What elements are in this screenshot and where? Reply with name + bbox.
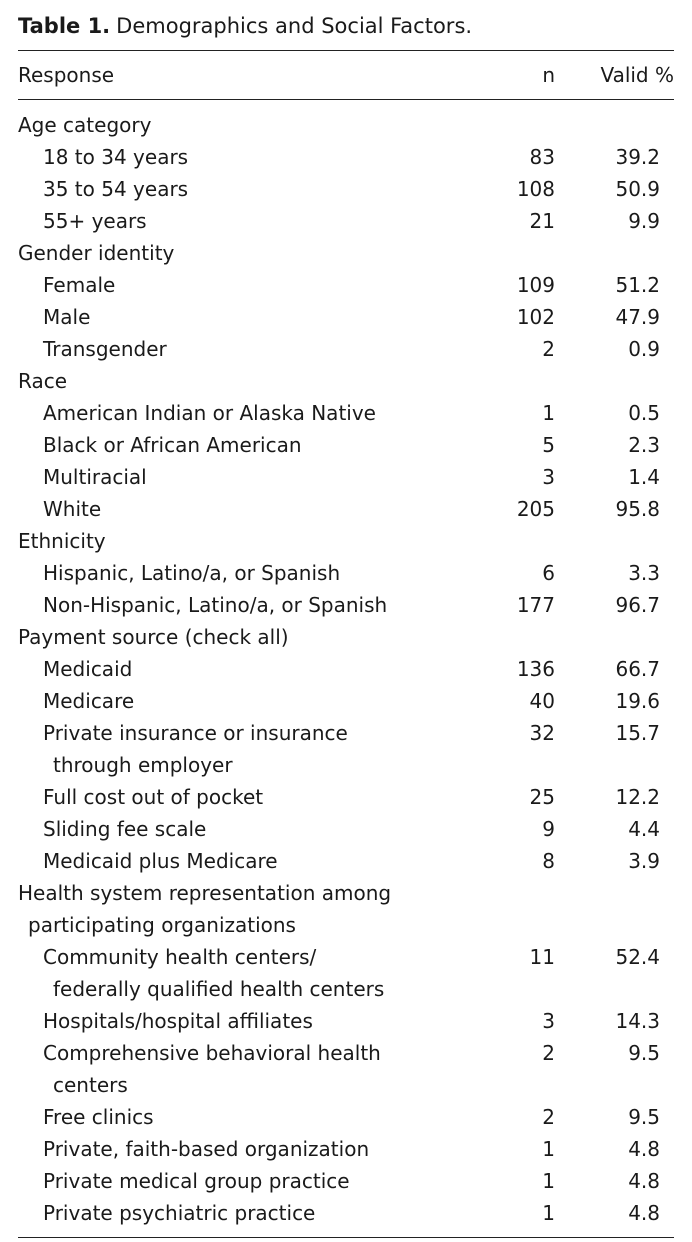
table-header	[18, 51, 674, 100]
row-response-text: Medicaid	[43, 657, 133, 681]
row-n: 3	[542, 1009, 555, 1033]
table-row	[18, 717, 674, 781]
row-response-text: Transgender	[43, 337, 167, 361]
row-valid-pct: 1.4	[628, 465, 660, 489]
row-valid-pct: 9.9	[628, 209, 660, 233]
table-row	[18, 653, 674, 685]
row-response-continuation: centers	[53, 1073, 128, 1097]
table-row	[18, 1133, 674, 1165]
category-row	[18, 237, 674, 269]
table-row	[18, 685, 674, 717]
row-response-text: Sliding fee scale	[43, 817, 207, 841]
bottom-rule	[18, 1237, 674, 1238]
table-row	[18, 813, 674, 845]
table-row	[18, 461, 674, 493]
row-response	[18, 653, 458, 685]
table-body	[18, 100, 674, 1238]
category-n-cell	[458, 525, 568, 557]
table-row	[18, 1005, 674, 1037]
row-n: 83	[529, 145, 555, 169]
row-valid-pct: 0.5	[628, 401, 660, 425]
row-response	[18, 429, 458, 461]
table-row	[18, 493, 674, 525]
row-response	[18, 941, 458, 1005]
table-row	[18, 141, 674, 173]
row-response-text: Private medical group practice	[43, 1169, 350, 1193]
row-response	[18, 1037, 458, 1101]
row-response	[18, 461, 458, 493]
category-label	[18, 877, 458, 941]
row-response	[18, 589, 458, 621]
row-n: 2	[542, 337, 555, 361]
row-response-text: Female	[43, 273, 116, 297]
row-response	[18, 205, 458, 237]
table-row	[18, 333, 674, 365]
row-response-text: Private insurance or insurance	[43, 721, 348, 745]
row-valid-pct: 3.3	[628, 561, 660, 585]
category-pct-cell	[568, 877, 674, 941]
row-response-text: Free clinics	[43, 1105, 154, 1129]
row-valid-pct: 47.9	[615, 305, 660, 329]
category-label-text: Age category	[18, 113, 152, 137]
table-row	[18, 173, 674, 205]
table-row	[18, 1197, 674, 1237]
row-response-text: White	[43, 497, 102, 521]
category-row	[18, 365, 674, 397]
row-response-text: Medicare	[43, 689, 135, 713]
row-response-text: Non-Hispanic, Latino/a, or Spanish	[43, 593, 388, 617]
row-valid-pct: 2.3	[628, 433, 660, 457]
demographics-table	[18, 51, 674, 1237]
row-response	[18, 141, 458, 173]
row-response	[18, 269, 458, 301]
row-valid-pct: 4.8	[628, 1201, 660, 1225]
category-label-continuation: participating organizations	[28, 913, 296, 937]
header-response: Response	[18, 63, 115, 87]
category-label-text: Race	[18, 369, 68, 393]
row-response-text: Private, faith-based organization	[43, 1137, 370, 1161]
row-valid-pct: 52.4	[615, 945, 660, 969]
row-valid-pct: 15.7	[615, 721, 660, 745]
row-valid-pct: 12.2	[615, 785, 660, 809]
row-response-text: Private psychiatric practice	[43, 1201, 316, 1225]
row-response	[18, 717, 458, 781]
row-n: 1	[542, 1169, 555, 1193]
row-n: 108	[516, 177, 555, 201]
row-n: 6	[542, 561, 555, 585]
row-response-text: Full cost out of pocket	[43, 785, 264, 809]
row-response	[18, 333, 458, 365]
category-pct-cell	[568, 621, 674, 653]
table-row	[18, 1165, 674, 1197]
category-label	[18, 621, 458, 653]
table-row	[18, 301, 674, 333]
row-n: 136	[516, 657, 555, 681]
table-row	[18, 557, 674, 589]
row-valid-pct: 19.6	[615, 689, 660, 713]
row-response	[18, 397, 458, 429]
category-label	[18, 525, 458, 557]
row-response	[18, 173, 458, 205]
table-caption	[18, 12, 674, 40]
row-valid-pct: 96.7	[615, 593, 660, 617]
category-row	[18, 621, 674, 653]
row-response-text: 55+ years	[43, 209, 147, 233]
row-response-text: Black or African American	[43, 433, 302, 457]
table-row	[18, 845, 674, 877]
row-response-text: Community health centers/	[43, 945, 317, 969]
row-response	[18, 1101, 458, 1133]
row-response	[18, 1197, 458, 1237]
category-label-text: Gender identity	[18, 241, 175, 265]
row-n: 5	[542, 433, 555, 457]
category-n-cell	[458, 365, 568, 397]
row-valid-pct: 14.3	[615, 1009, 660, 1033]
category-row	[18, 877, 674, 941]
row-n: 11	[529, 945, 555, 969]
row-valid-pct: 9.5	[628, 1105, 660, 1129]
row-n: 2	[542, 1105, 555, 1129]
row-n: 205	[516, 497, 555, 521]
row-n: 1	[542, 1137, 555, 1161]
row-n: 1	[542, 401, 555, 425]
row-response-continuation: through employer	[53, 753, 233, 777]
header-valid-pct: Valid %	[600, 63, 674, 87]
table-row	[18, 397, 674, 429]
table-row	[18, 1101, 674, 1133]
row-valid-pct: 0.9	[628, 337, 660, 361]
row-response	[18, 813, 458, 845]
table-row	[18, 205, 674, 237]
row-n: 21	[529, 209, 555, 233]
row-valid-pct: 4.8	[628, 1169, 660, 1193]
row-response	[18, 493, 458, 525]
header-row	[18, 51, 674, 100]
header-n: n	[542, 63, 555, 87]
row-n: 102	[516, 305, 555, 329]
row-response-text: American Indian or Alaska Native	[43, 401, 376, 425]
row-response-text: Medicaid plus Medicare	[43, 849, 278, 873]
row-valid-pct: 4.4	[628, 817, 660, 841]
row-n: 32	[529, 721, 555, 745]
category-label	[18, 100, 458, 142]
table-row	[18, 1037, 674, 1101]
row-response-text: Comprehensive behavioral health	[43, 1041, 381, 1065]
row-valid-pct: 66.7	[615, 657, 660, 681]
category-pct-cell	[568, 237, 674, 269]
row-n: 8	[542, 849, 555, 873]
row-response	[18, 557, 458, 589]
row-response-text: Multiracial	[43, 465, 147, 489]
row-valid-pct: 95.8	[615, 497, 660, 521]
row-n: 109	[516, 273, 555, 297]
row-valid-pct: 9.5	[628, 1041, 660, 1065]
table-row	[18, 941, 674, 1005]
category-n-cell	[458, 877, 568, 941]
row-valid-pct: 4.8	[628, 1137, 660, 1161]
row-response-text: 18 to 34 years	[43, 145, 189, 169]
row-valid-pct: 50.9	[615, 177, 660, 201]
table-row	[18, 589, 674, 621]
row-n: 25	[529, 785, 555, 809]
category-n-cell	[458, 237, 568, 269]
row-n: 1	[542, 1201, 555, 1225]
category-pct-cell	[568, 525, 674, 557]
table-row	[18, 269, 674, 301]
category-label	[18, 365, 458, 397]
table-title: Demographics and Social Factors.	[116, 14, 473, 38]
row-n: 177	[516, 593, 555, 617]
category-row	[18, 525, 674, 557]
row-response	[18, 1005, 458, 1037]
category-label-text: Health system representation among	[18, 881, 392, 905]
table-row	[18, 429, 674, 461]
row-valid-pct: 51.2	[615, 273, 660, 297]
category-n-cell	[458, 100, 568, 142]
row-valid-pct: 3.9	[628, 849, 660, 873]
row-n: 9	[542, 817, 555, 841]
row-response	[18, 1133, 458, 1165]
row-response-continuation: federally qualified health centers	[53, 977, 385, 1001]
row-n: 40	[529, 689, 555, 713]
category-label-text: Ethnicity	[18, 529, 106, 553]
category-pct-cell	[568, 100, 674, 142]
table-row	[18, 781, 674, 813]
row-response	[18, 685, 458, 717]
category-row	[18, 100, 674, 142]
category-pct-cell	[568, 365, 674, 397]
row-response-text: Hispanic, Latino/a, or Spanish	[43, 561, 341, 585]
category-label-text: Payment source (check all)	[18, 625, 289, 649]
row-response-text: Hospitals/hospital affiliates	[43, 1009, 313, 1033]
row-n: 2	[542, 1041, 555, 1065]
row-response	[18, 845, 458, 877]
row-response	[18, 301, 458, 333]
category-n-cell	[458, 621, 568, 653]
row-response	[18, 1165, 458, 1197]
row-valid-pct: 39.2	[615, 145, 660, 169]
row-response-text: Male	[43, 305, 91, 329]
row-n: 3	[542, 465, 555, 489]
category-label	[18, 237, 458, 269]
table-number: Table 1.	[18, 14, 111, 38]
row-response	[18, 781, 458, 813]
row-response-text: 35 to 54 years	[43, 177, 189, 201]
